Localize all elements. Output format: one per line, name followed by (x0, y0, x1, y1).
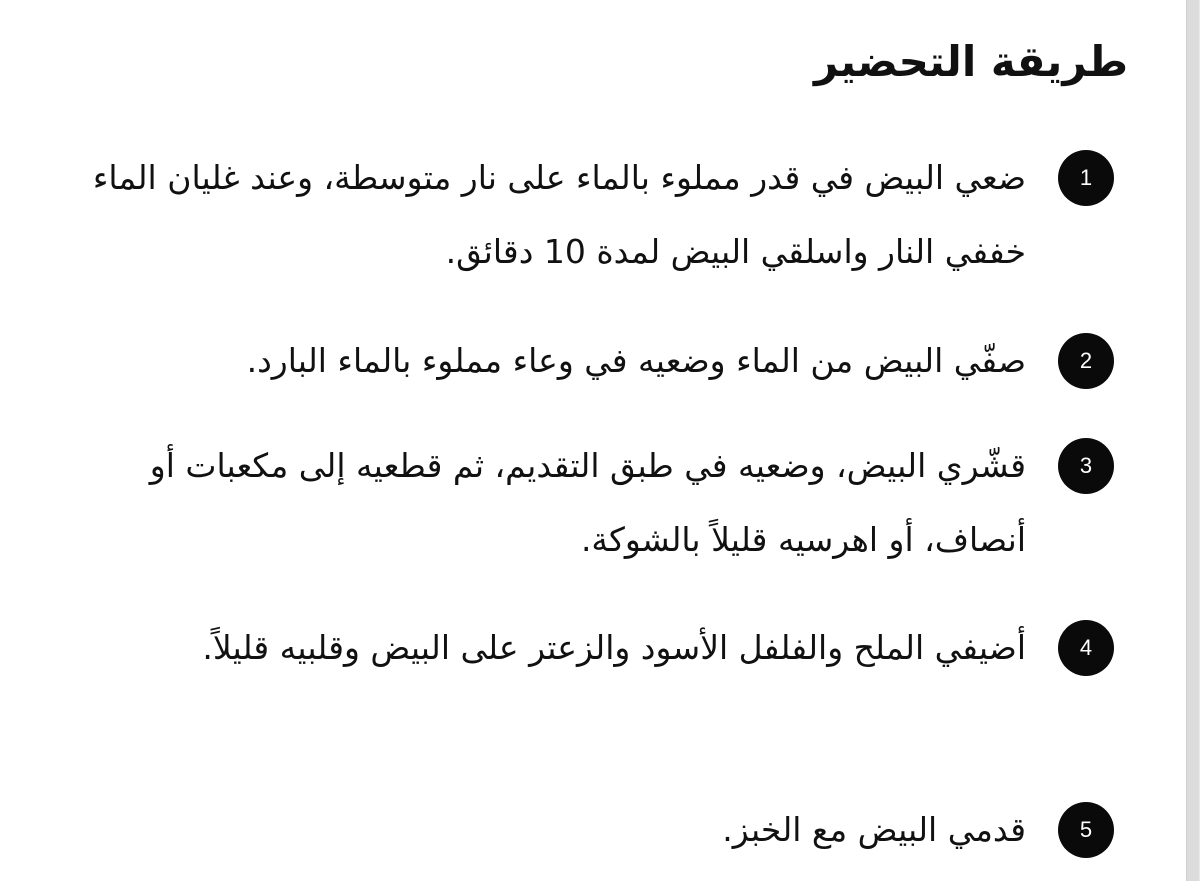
step-number-badge: 3 (1058, 438, 1114, 494)
step-number-badge: 1 (1058, 150, 1114, 206)
step-number-badge: 4 (1058, 620, 1114, 676)
step-text: صفّي البيض من الماء وضعيه في وعاء مملوء بالماء البارد. (246, 341, 1026, 380)
scrollbar-track[interactable] (1186, 0, 1200, 881)
step-text: قشّري البيض، وضعيه في طبق التقديم، ثم قطعيه إلى مكعبات أو أنصاف، أو اهرسيه قليلاً بالشوكة. (149, 446, 1026, 559)
step-item (64, 802, 1114, 867)
step-text: قدمي البيض مع الخبز. (722, 810, 1026, 849)
step-item (64, 333, 1114, 398)
step-number-badge: 2 (1058, 333, 1114, 389)
step-item (64, 438, 1114, 577)
step-number-badge: 5 (1058, 802, 1114, 858)
scrollbar-thumb[interactable] (1186, 0, 1199, 881)
step-text: أضيفي الملح والفلفل الأسود والزعتر على البيض وقلبيه قليلاً. (202, 628, 1026, 667)
step-item (64, 620, 1114, 685)
step-item (64, 150, 1114, 289)
section-title: طريقة التحضير (813, 37, 1128, 86)
step-text: ضعي البيض في قدر مملوء بالماء على نار متوسطة، وعند غليان الماء خففي النار واسلقي البيض لمدة 10 دقائق. (92, 158, 1026, 271)
